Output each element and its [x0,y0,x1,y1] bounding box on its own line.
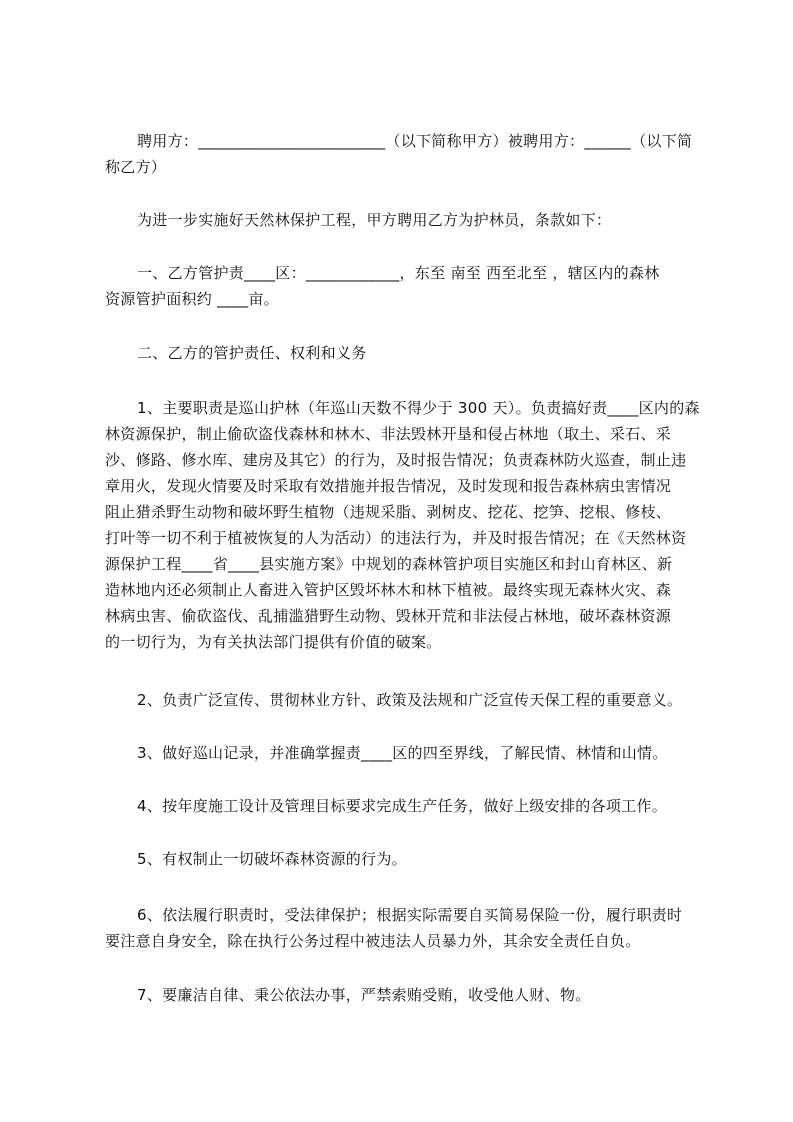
header-line-1: 聘用方：________________________（以下简称甲方）被聘用方：______（以下简 [137,132,693,150]
item-1-line: 造林地内还必须制止人畜进入管护区毁坏林木和林下植被。最终实现无森林火灾、森 [105,581,672,599]
header-line-2: 称乙方） [105,158,167,176]
item-6-line-2: 要注意自身安全，除在执行公务过程中被违法人员暴力外，其余安全责任自负。 [105,932,641,950]
item-1-paragraph [105,395,705,655]
section-1-line-2: 资源管护面积约 ____亩。 [105,290,279,308]
item-1-line: 林病虫害、偷砍盗伐、乱捕滥猎野生动物、毁林开荒和非法侵占林地，破坏森林资源 [105,607,672,625]
header-paragraph [105,128,705,180]
item-1-line: 打叶等一切不利于植被恢复的人为活动）的违法行为，并及时报告情况；在《天然林资 [105,529,687,547]
item-1-line: 林资源保护，制止偷砍盗伐森林和林木、非法毁林开垦和侵占林地（取土、采石、采 [105,425,672,443]
item-1-line: 沙、修路、修水库、建房及其它）的行为，及时报告情况；负责森林防火巡查，制止违 [105,451,687,469]
item-3-paragraph: 3、做好巡山记录，并准确掌握责____区的四至界线，了解民情、林情和山情。 [137,744,668,762]
section-1-paragraph [105,260,705,312]
item-1-line: 的一切行为，为有关执法部门提供有价值的破案。 [105,633,442,651]
intro-paragraph: 为进一步实施好天然林保护工程，甲方聘用乙方为护林员，条款如下： [137,211,612,229]
item-1-line: 章用火，发现火情要及时采取有效措施并报告情况，及时发现和报告森林病虫害情况 [105,477,672,495]
item-7-paragraph: 7、要廉洁自律、秉公依法办事，严禁索贿受贿，收受他人财、物。 [137,986,591,1004]
item-4-paragraph: 4、按年度施工设计及管理目标要求完成生产任务，做好上级安排的各项工作。 [137,797,668,815]
item-1-line: 阻止猎杀野生动物和破坏野生植物（违规采脂、剥树皮、挖花、挖笋、挖根、修枝、 [105,503,672,521]
item-6-paragraph [105,902,705,954]
item-2-paragraph: 2、负责广泛宣传、贯彻林业方针、政策及法规和广泛宣传天保工程的重要意义。 [137,691,683,709]
item-6-line-1: 6、依法履行职责时，受法律保护；根据实际需要自买简易保险一份，履行职责时 [137,906,683,924]
item-1-line: 源保护工程____省____县实施方案》中规划的森林管护项目实施区和封山育林区、新 [105,555,673,573]
item-1-line: 1、主要职责是巡山护林（年巡山天数不得少于 300 天）。负责搞好责____区内的森 [137,399,700,417]
section-1-line-1: 一、乙方管护责____区：____________，东至 南至 西至北至 ，辖区内的森林 [137,264,660,282]
item-5-paragraph: 5、有权制止一切破坏森林资源的行为。 [137,850,407,868]
section-2-heading: 二、乙方的管护责任、权利和义务 [137,344,367,362]
